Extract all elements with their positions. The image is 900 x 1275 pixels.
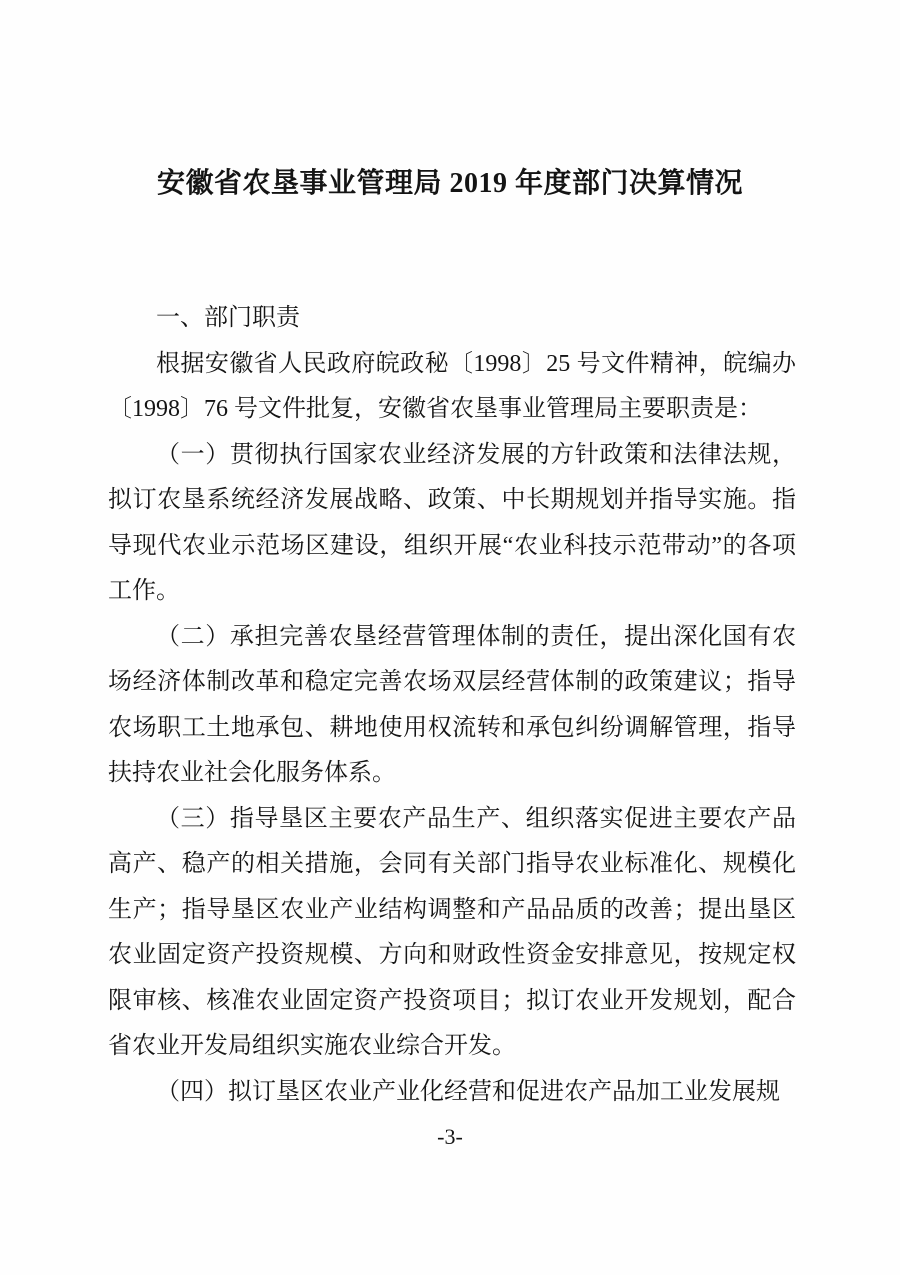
page-number: -3- bbox=[437, 1124, 463, 1149]
paragraph-duty-3: （三）指导垦区主要农产品生产、组织落实促进主要农产品高产、稳产的相关措施，会同有关部门指导农业标准化、规模化生产；指导垦区农业产业结构调整和产品品质的改善；提出垦区农业固定资产投资规模、方向和财政性资金安排意见，按规定权限审核、核准农业固定资产投资项目；拟订农业开发规划，配合省农业开发局组织实施农业综合开发。 bbox=[108, 805, 796, 1059]
document-title: 安徽省农垦事业管理局 2019 年度部门决算情况 bbox=[156, 168, 743, 199]
paragraph-basis: 根据安徽省人民政府皖政秘〔1998〕25 号文件精神，皖编办〔1998〕76 号文件批复，安徽省农垦事业管理局主要职责是： bbox=[108, 350, 796, 422]
paragraph-duty-1: （一）贯彻执行国家农业经济发展的方针政策和法律法规，拟订农垦系统经济发展战略、政策、中长期规划并指导实施。指导现代农业示范场区建设，组织开展“农业科技示范带动”的各项工作。 bbox=[108, 441, 796, 604]
document-body bbox=[108, 296, 796, 1115]
paragraph-duty-2: （二）承担完善农垦经营管理体制的责任，提出深化国有农场经济体制改革和稳定完善农场双层经营体制的政策建议；指导农场职工土地承包、耕地使用权流转和承包纠纷调解管理，指导扶持农业社会化服务体系。 bbox=[108, 623, 796, 786]
paragraph-duty-4-truncated: （四）拟订垦区农业产业化经营和促进农产品加工业发展规 bbox=[156, 1078, 780, 1105]
section-heading: 一、部门职责 bbox=[156, 305, 300, 331]
